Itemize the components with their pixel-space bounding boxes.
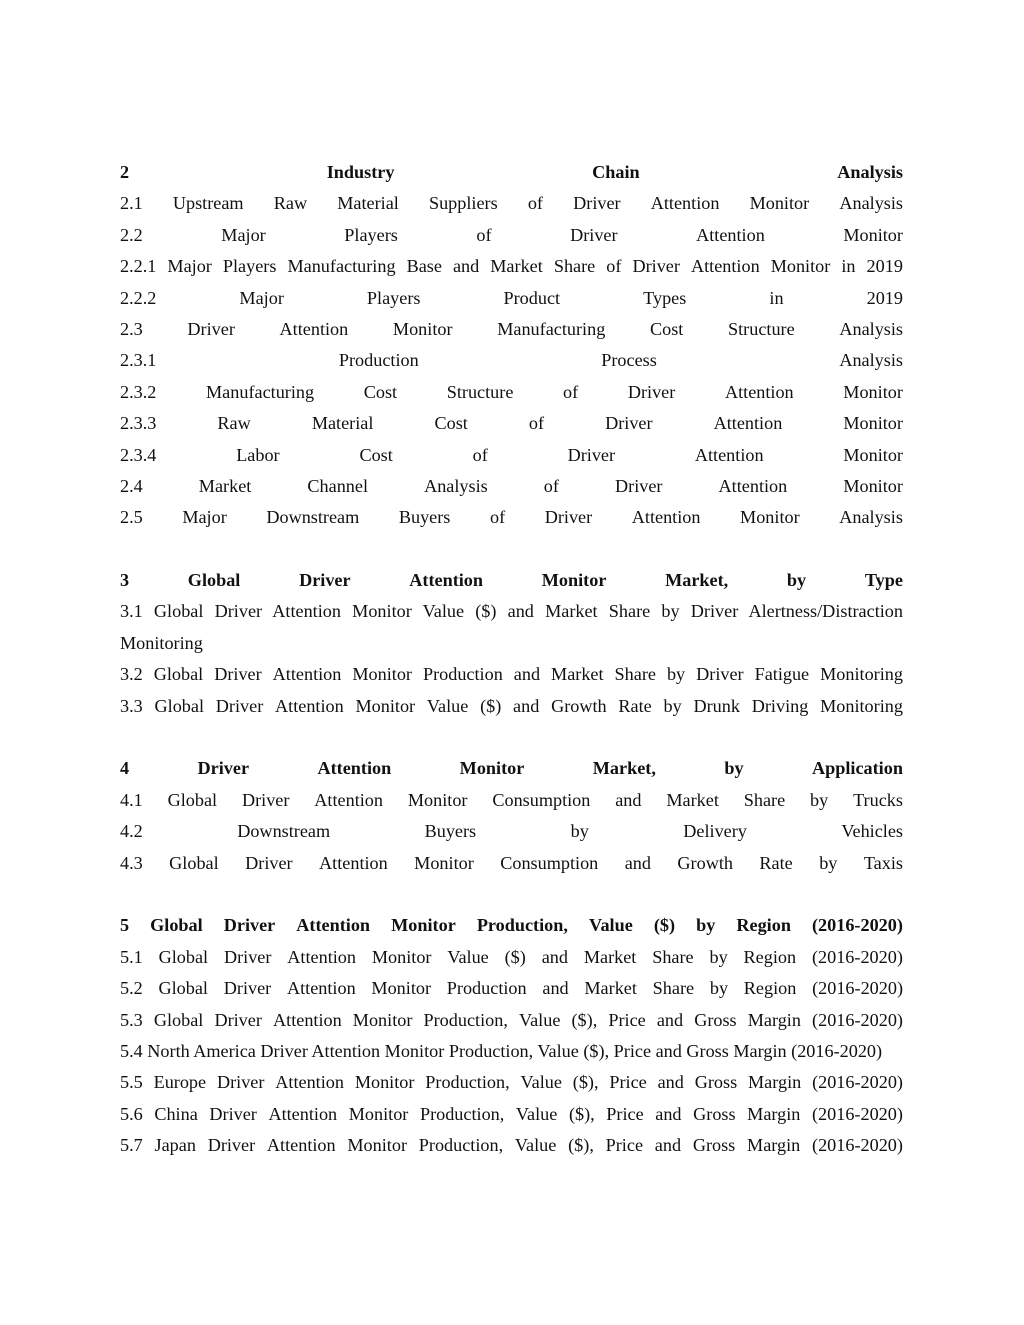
toc-entry: 2.3 Driver Attention Monitor Manufacturing Cost Structure Analysis xyxy=(120,318,903,339)
toc-entry: 2.2.1 Major Players Manufacturing Base and Market Share of Driver Attention Monitor in 2019 xyxy=(120,256,903,277)
toc-entry: 2.5 Major Downstream Buyers of Driver Attention Monitor Analysis xyxy=(120,507,903,528)
toc-entry: 2.2.2 Major Players Product Types in 2019 xyxy=(120,287,903,308)
toc-entry: 2.2 Major Players of Driver Attention Monitor xyxy=(120,224,903,245)
toc-entry: 2.4 Market Channel Analysis of Driver Attention Monitor xyxy=(120,475,903,496)
table-of-contents xyxy=(120,157,903,1162)
toc-section-heading: 5 Global Driver Attention Monitor Production, Value ($) by Region (2016-2020) xyxy=(120,915,903,936)
section-3 xyxy=(120,565,903,722)
toc-entry: 3.3 Global Driver Attention Monitor Value ($) and Growth Rate by Drunk Driving Monitoring xyxy=(120,695,903,716)
section-2 xyxy=(120,157,903,534)
toc-entry: 5.2 Global Driver Attention Monitor Production and Market Share by Region (2016-2020) xyxy=(120,978,903,999)
toc-section-heading: 4 Driver Attention Monitor Market, by Application xyxy=(120,758,903,779)
section-4 xyxy=(120,753,903,879)
toc-entry: 3.1 Global Driver Attention Monitor Value ($) and Market Share by Driver Alertness/Distraction Monitoring xyxy=(120,601,903,653)
toc-entry: 4.3 Global Driver Attention Monitor Consumption and Growth Rate by Taxis xyxy=(120,852,903,873)
section-5 xyxy=(120,910,903,1161)
toc-section-heading: 3 Global Driver Attention Monitor Market, by Type xyxy=(120,570,903,591)
toc-entry: 2.3.4 Labor Cost of Driver Attention Monitor xyxy=(120,444,903,465)
toc-entry: 3.2 Global Driver Attention Monitor Production and Market Share by Driver Fatigue Monitoring xyxy=(120,664,903,685)
toc-entry: 2.3.3 Raw Material Cost of Driver Attention Monitor xyxy=(120,413,903,434)
toc-entry: 5.5 Europe Driver Attention Monitor Production, Value ($), Price and Gross Margin (2016-2020) xyxy=(120,1072,903,1093)
toc-entry: 5.7 Japan Driver Attention Monitor Production, Value ($), Price and Gross Margin (2016-2020) xyxy=(120,1135,903,1156)
toc-entry: 2.3.1 Production Process Analysis xyxy=(120,350,903,371)
toc-section-heading: 2 Industry Chain Analysis xyxy=(120,162,903,182)
toc-entry: 5.6 China Driver Attention Monitor Production, Value ($), Price and Gross Margin (2016-2020) xyxy=(120,1103,903,1124)
toc-entry: 5.1 Global Driver Attention Monitor Value ($) and Market Share by Region (2016-2020) xyxy=(120,946,903,967)
toc-entry: 4.2 Downstream Buyers by Delivery Vehicles xyxy=(120,821,903,842)
toc-entry: 5.3 Global Driver Attention Monitor Production, Value ($), Price and Gross Margin (2016-2020) xyxy=(120,1009,903,1030)
toc-entry: 2.3.2 Manufacturing Cost Structure of Driver Attention Monitor xyxy=(120,381,903,402)
toc-entry: 4.1 Global Driver Attention Monitor Consumption and Market Share by Trucks xyxy=(120,789,903,810)
toc-entry: 2.1 Upstream Raw Material Suppliers of Driver Attention Monitor Analysis xyxy=(120,193,903,214)
toc-entry: 5.4 North America Driver Attention Monitor Production, Value ($), Price and Gross Margin (2016-2020) xyxy=(120,1040,883,1061)
